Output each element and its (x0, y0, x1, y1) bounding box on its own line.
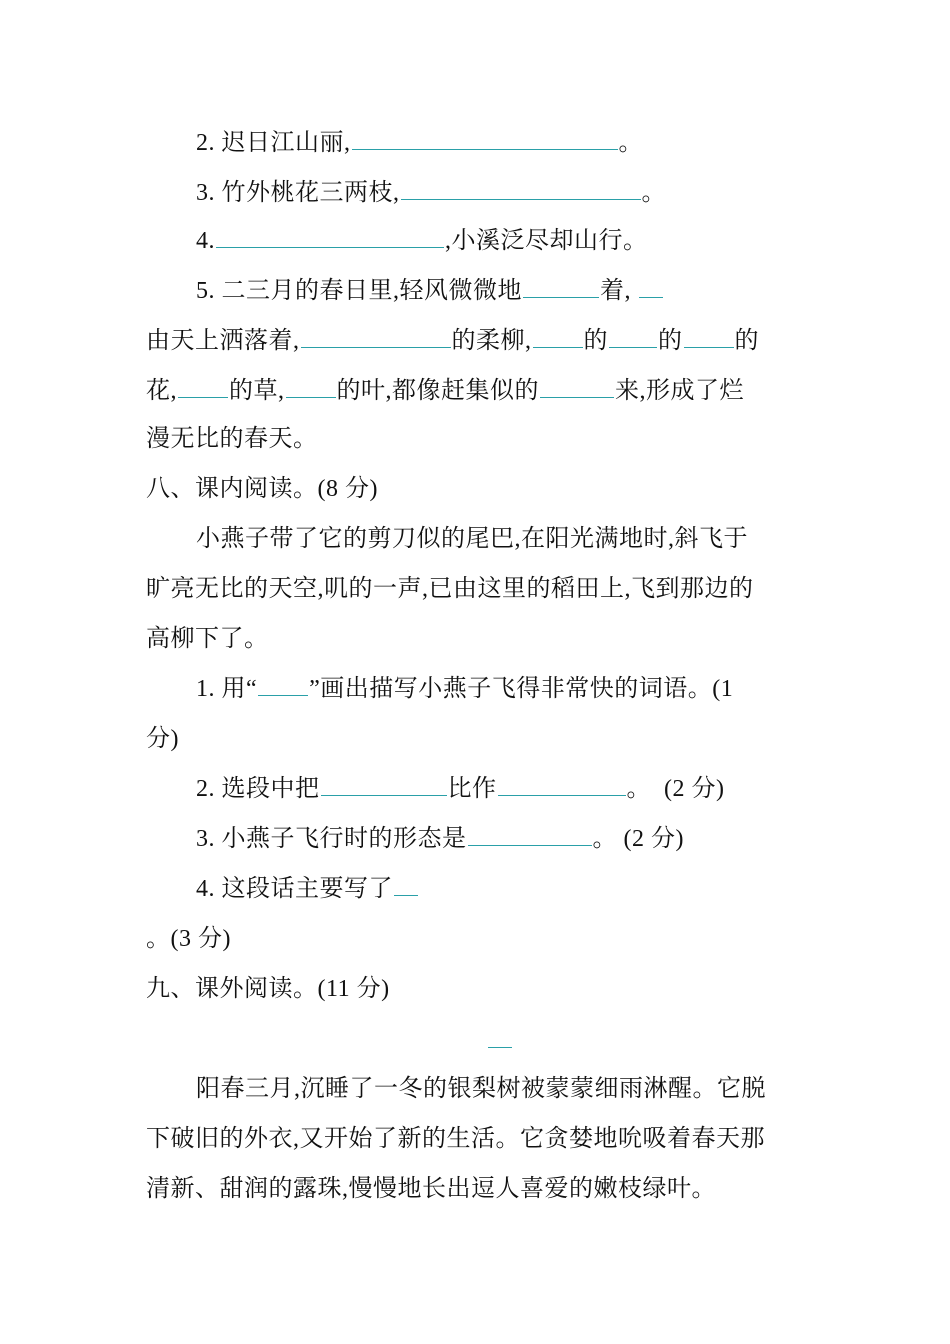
question-8-4-cont: 。(3 分) (146, 926, 231, 952)
section-8-heading: 八、课内阅读。(8 分) (146, 476, 378, 502)
text: 1. 用“ (196, 676, 258, 702)
text: ”画出描写小燕子飞得非常快的词语。(1 (309, 676, 734, 702)
question-7-2 (196, 127, 643, 159)
question-8-3 (196, 823, 684, 855)
answer-blank[interactable] (533, 327, 583, 348)
text: 的叶,都像赶集似的 (336, 378, 539, 404)
question-7-5-line3 (146, 375, 744, 407)
passage-line: 旷亮无比的天空,叽的一声,已由这里的稻田上,飞到那边的 (146, 576, 754, 602)
question-7-5-line4: 漫无比的春天。 (146, 426, 318, 452)
answer-blank[interactable] (684, 327, 734, 348)
text: 2. 选段中把 (196, 776, 320, 802)
text: 5. 二三月的春日里,轻风微微地 (196, 278, 522, 304)
question-7-4 (196, 225, 648, 257)
question-7-3 (196, 177, 666, 209)
text: 。 (618, 130, 643, 156)
text: 来,形成了烂 (615, 378, 744, 404)
passage-line: 清新、甜润的露珠,慢慢地长出逗人喜爱的嫩枝绿叶。 (146, 1176, 716, 1202)
question-8-1 (196, 673, 733, 705)
text: 4. 这段话主要写了 (196, 876, 393, 902)
answer-blank[interactable] (352, 129, 618, 150)
text: 着, (600, 278, 631, 304)
text: 3. 小燕子飞行时的形态是 (196, 826, 467, 852)
answer-blank[interactable] (468, 825, 592, 846)
text: 比作 (447, 776, 497, 802)
text: 。 (2 分) (592, 826, 684, 852)
passage-line: 下破旧的外衣,又开始了新的生活。它贪婪地吮吸着春天那 (146, 1126, 765, 1152)
text: 的 (658, 328, 683, 354)
question-8-4 (196, 873, 419, 905)
answer-blank[interactable] (394, 875, 418, 896)
question-8-2 (196, 773, 724, 805)
text: 2. 迟日江山丽, (196, 130, 351, 156)
text: 花, (146, 378, 177, 404)
answer-blank[interactable] (286, 377, 336, 398)
answer-blank[interactable] (540, 377, 614, 398)
text: 的 (734, 328, 759, 354)
passage-line: 小燕子带了它的剪刀似的尾巴,在阳光满地时,斜飞于 (196, 526, 748, 552)
question-7-5-line2 (146, 325, 759, 357)
answer-blank[interactable] (609, 327, 657, 348)
answer-blank[interactable] (523, 277, 599, 298)
question-7-5-line1 (196, 275, 664, 307)
section-9-heading: 九、课外阅读。(11 分) (146, 976, 390, 1002)
question-8-1-cont: 分) (146, 726, 179, 752)
text: 。 (2 分) (626, 776, 725, 802)
text: 。 (641, 180, 666, 206)
text: 的柔柳, (451, 328, 532, 354)
text: ,小溪泛尽却山行。 (445, 228, 648, 254)
text: 4. (196, 228, 215, 254)
text: 3. 竹外桃花三两枝, (196, 180, 400, 206)
title-blank[interactable] (488, 1047, 512, 1048)
passage-line: 高柳下了。 (146, 626, 269, 652)
answer-blank[interactable] (178, 377, 228, 398)
text: 由天上洒落着, (146, 328, 300, 354)
answer-blank[interactable] (498, 775, 626, 796)
passage-line: 阳春三月,沉睡了一冬的银梨树被蒙蒙细雨淋醒。它脱 (196, 1076, 766, 1102)
answer-blank[interactable] (639, 277, 663, 298)
answer-blank[interactable] (258, 675, 308, 696)
text: 的草, (229, 378, 285, 404)
answer-blank[interactable] (401, 179, 641, 200)
answer-blank[interactable] (321, 775, 447, 796)
answer-blank[interactable] (216, 227, 444, 248)
text: 的 (583, 328, 608, 354)
answer-blank[interactable] (301, 327, 451, 348)
